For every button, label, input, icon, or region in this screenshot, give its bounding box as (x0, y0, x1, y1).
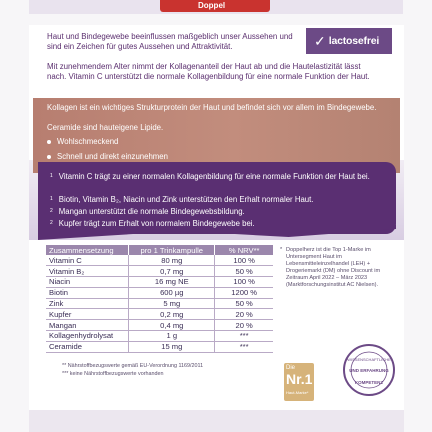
claim-footnote-marker: 2 (50, 220, 53, 226)
table-row (46, 266, 273, 277)
nrv-cell: 20 % (215, 309, 273, 320)
brand-logo-text: Doppel (198, 1, 226, 10)
collagen-text: Kollagen ist ein wichtiges Strukturprotein der Haut und befindet sich vor allem im Bindegewebe. (47, 103, 377, 112)
amount-cell: 80 mg (129, 255, 215, 266)
nrv-cell: 1200 % (215, 287, 273, 298)
lactose-free-label: lactosefrei (328, 35, 380, 47)
amount-cell: 0,2 mg (129, 309, 215, 320)
nutrient-name-cell: Kollagenhydrolysat (46, 331, 129, 342)
intro-paragraph-1: Haut und Bindegewebe beeinflussen maßgeblich unser Aussehen und sind ein Zeichen für gutes Aussehen und Attraktivität. (47, 32, 293, 51)
nutrient-name-cell: Ceramide (46, 341, 129, 352)
nrv-cell: 50 % (215, 298, 273, 309)
bullet-text: Wohlschmeckend (57, 137, 119, 146)
seal-text-bottom: KOMPETENZ (354, 380, 384, 385)
amount-cell: 16 mg NE (129, 277, 215, 288)
nr1-sub-text: Haut-Marke* (286, 390, 309, 395)
amount-cell: 15 mg (129, 341, 215, 352)
note-marker: * (280, 247, 283, 253)
table-row (46, 341, 273, 352)
market-leader-note (280, 247, 390, 289)
nrv-cell: 100 % (215, 255, 273, 266)
nrv-cell: 20 % (215, 320, 273, 331)
nutrition-table-body (46, 255, 273, 352)
seal-text-top: WISSENSCHAFTLICHE (347, 357, 391, 362)
claim-item (50, 219, 380, 229)
ceramide-text: Ceramide sind hauteigene Lipide. (47, 123, 164, 132)
intro-paragraph-2: Mit zunehmendem Alter nimmt der Kollagenanteil der Haut ab und die Hautelastizität lässt nach. Vitamin C unterstützt die normale Kollagenbildung für eine normale Funktion der Haut. (47, 62, 370, 81)
nutrient-name-cell: Niacin (46, 277, 129, 288)
claim-item (50, 172, 380, 182)
nr1-die-text: Die (286, 365, 296, 371)
table-row (46, 287, 273, 298)
table-row (46, 255, 273, 266)
claim-footnote-marker: 1 (50, 173, 53, 179)
table-row (46, 309, 273, 320)
note-text: Doppelherz ist die Top 1-Marke im Untersegment Haut im Lebensmitteleinzelhandel (LEH) + Drogeriemarkt (DM) ohne Discount im Zeitraum April 2022 – März 2023 (Marktforschungsinstitut AC Nielsen). (286, 247, 381, 288)
footnote-nrv: ** Nährstoffbezugswerte gemäß EU-Verordnung 1169/2011 (62, 363, 204, 369)
nutrient-name-cell: Vitamin B₂ (46, 266, 129, 277)
claim-text: Biotin, Vitamin B₂, Niacin und Zink unterstützen den Erhalt normaler Haut. (58, 195, 314, 204)
amount-cell: 0,4 mg (129, 320, 215, 331)
bullet-item (47, 152, 168, 161)
claim-item (50, 207, 380, 217)
nutrient-name-cell: Mangan (46, 320, 129, 331)
amount-cell: 0,7 mg (129, 266, 215, 277)
nutrient-name-cell: Vitamin C (46, 255, 129, 266)
brand-logo-strip (160, 0, 270, 12)
nutrition-table (46, 245, 273, 353)
header-nrv: % NRV** (215, 245, 273, 255)
claim-footnote-marker: 1 (50, 196, 53, 202)
bullet-dot-icon (47, 155, 51, 159)
seal-text-mid: UND ERFAHRUNG (349, 368, 389, 373)
nrv-cell: 50 % (215, 266, 273, 277)
bullet-text: Schnell und direkt einzunehmen (57, 152, 168, 161)
bullet-item (47, 137, 118, 146)
table-row (46, 320, 273, 331)
nutrient-name-cell: Zink (46, 298, 129, 309)
bullet-dot-icon (47, 140, 51, 144)
lactose-free-badge (306, 28, 392, 54)
check-icon: ✓ (314, 33, 326, 49)
table-row (46, 277, 273, 288)
header-per-ampoule: pro 1 Trinkampulle (129, 245, 215, 255)
claim-item (50, 195, 380, 205)
table-header-row (46, 245, 273, 255)
nrv-cell: 100 % (215, 277, 273, 288)
header-composition: Zusammensetzung (46, 245, 129, 255)
nutrient-name-cell: Biotin (46, 287, 129, 298)
nr1-brand-badge (284, 363, 314, 401)
footnote-no-nrv: *** keine Nährstoffbezugswerte vorhanden (62, 371, 164, 377)
claim-text: Vitamin C trägt zu einer normalen Kollagenbildung für eine normale Funktion der Haut bei. (58, 172, 370, 181)
package-bottom-edge (29, 410, 404, 432)
table-row (46, 331, 273, 342)
nutrient-name-cell: Kupfer (46, 309, 129, 320)
table-row (46, 298, 273, 309)
nrv-cell: *** (215, 331, 273, 342)
competence-seal-icon (342, 343, 396, 397)
nrv-cell: *** (215, 341, 273, 352)
amount-cell: 600 µg (129, 287, 215, 298)
nr1-number-text: Nr.1 (286, 371, 313, 387)
amount-cell: 5 mg (129, 298, 215, 309)
amount-cell: 1 g (129, 331, 215, 342)
claim-text: Mangan unterstützt die normale Bindegewebsbildung. (58, 207, 245, 216)
claim-footnote-marker: 2 (50, 208, 53, 214)
claim-text: Kupfer trägt zum Erhalt von normalem Bindegewebe bei. (58, 219, 255, 228)
